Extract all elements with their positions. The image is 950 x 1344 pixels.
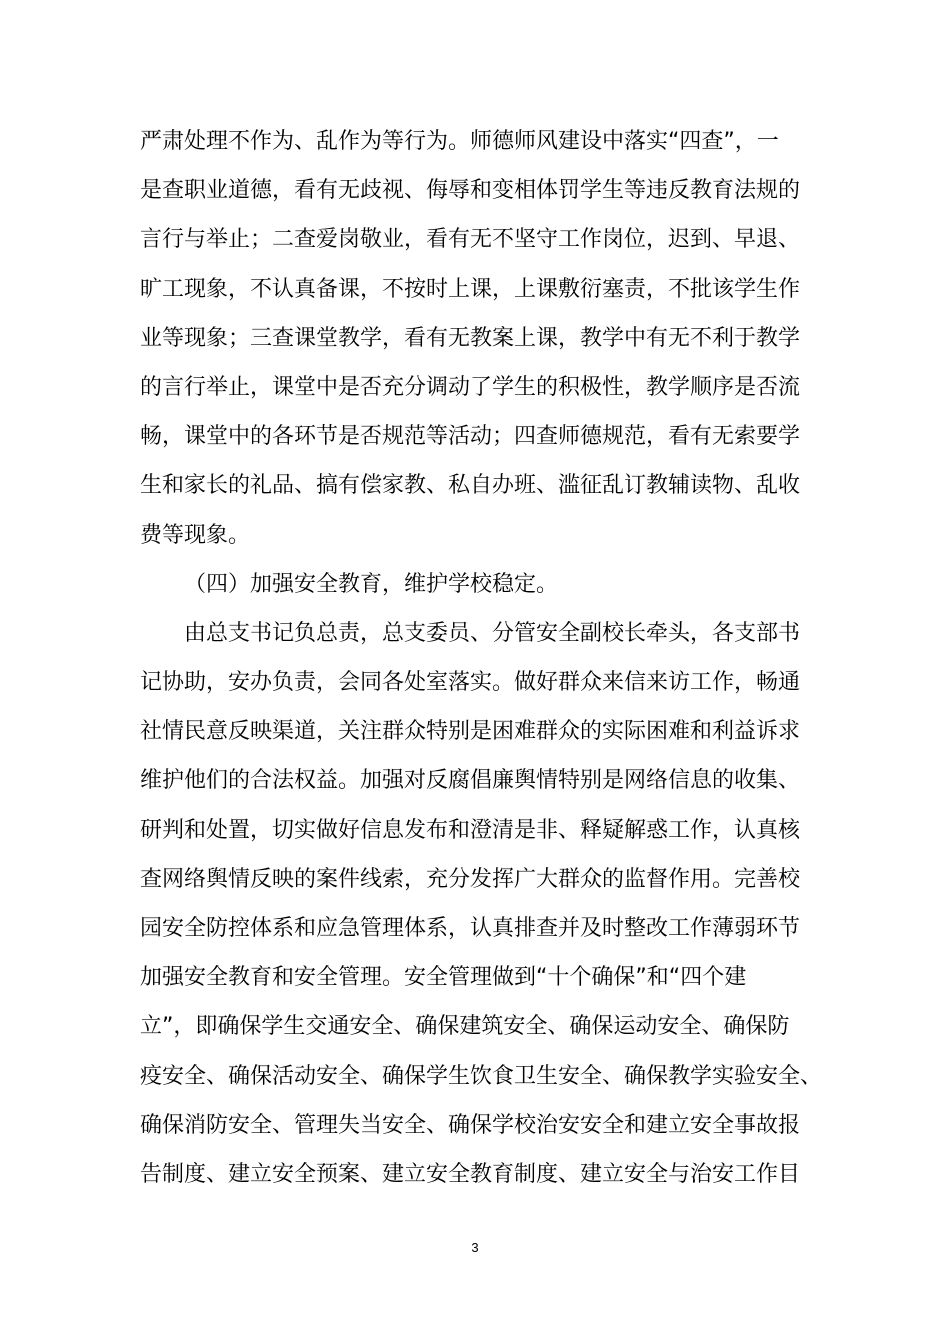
text-line: 加强安全教育和安全管理。安全管理做到“十个确保”和“四个建 <box>140 965 747 991</box>
text-line: 立”，即确保学生交通安全、确保建筑安全、确保运动安全、确保防 <box>140 1014 790 1040</box>
page-number: 3 <box>471 1240 479 1255</box>
section-heading: （四）加强安全教育，维护学校稳定。 <box>184 571 559 597</box>
text-line: 的言行举止，课堂中是否充分调动了学生的积极性，教学顺序是否流 <box>140 374 801 400</box>
text-line: 园安全防控体系和应急管理体系，认真排查并及时整改工作薄弱环节 <box>140 916 801 941</box>
text-line: 生和家长的礼品、搞有偿家教、私自办班、滥征乱订教辅读物、乱收 <box>140 473 801 499</box>
text-line: 记协助，安办负责，会同各处室落实。做好群众来信来访工作，畅通 <box>140 670 801 696</box>
text-line: 言行与举止；二查爱岗敬业，看有无不坚守工作岗位，迟到、早退、 <box>140 227 801 253</box>
text-line: 业等现象；三查课堂教学，看有无教案上课，教学中有无不利于教学 <box>140 325 801 351</box>
text-line: 畅，课堂中的各环节是否规范等活动；四查师德规范，看有无索要学 <box>140 424 801 450</box>
text-line: 旷工现象，不认真备课，不按时上课，上课敷衍塞责，不批该学生作 <box>140 276 801 302</box>
text-line: 确保消防安全、管理失当安全、确保学校治安安全和建立安全事故报 <box>140 1112 801 1138</box>
text-line: 是查职业道德，看有无歧视、侮辱和变相体罚学生等违反教育法规的 <box>140 178 801 204</box>
text-line: 费等现象。 <box>140 522 251 548</box>
text-line: 研判和处置，切实做好信息发布和澄清是非、释疑解惑工作，认真核 <box>140 817 801 843</box>
text-line: 查网络舆情反映的案件线索，充分发挥广大群众的监督作用。完善校 <box>140 866 801 892</box>
text-line: 疫安全、确保活动安全、确保学生饮食卫生安全、确保教学实验安全、 <box>140 1063 823 1089</box>
body-text <box>140 117 830 1199</box>
paragraph-first-line: 由总支书记负总责，总支委员、分管安全副校长牵头，各支部书 <box>184 620 801 646</box>
text-line: 严肃处理不作为、乱作为等行为。师德师风建设中落实“四查”，一 <box>140 129 779 154</box>
text-line: 告制度、建立安全预案、建立安全教育制度、建立安全与治安工作目 <box>140 1161 801 1187</box>
text-line: 维护他们的合法权益。加强对反腐倡廉舆情特别是网络信息的收集、 <box>140 768 801 794</box>
text-line: 社情民意反映渠道，关注群众特别是困难群众的实际困难和利益诉求 <box>140 719 801 745</box>
